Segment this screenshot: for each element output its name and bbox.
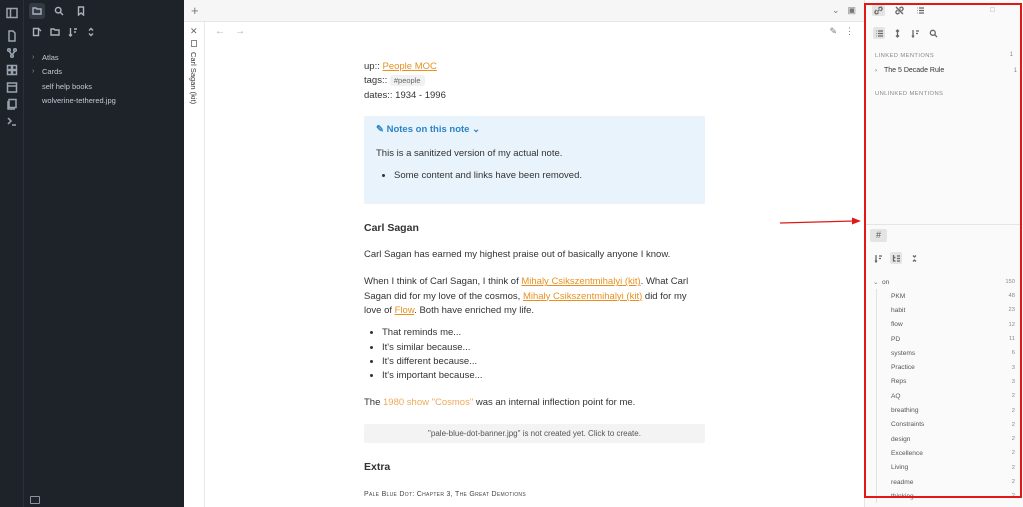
tag-label: PKM — [891, 292, 906, 300]
daily-note-icon[interactable] — [6, 80, 18, 92]
tab-bar — [184, 0, 864, 22]
tag-count: 11 — [1008, 336, 1015, 343]
tag-label: Reps — [891, 378, 907, 386]
tag-label: Living — [891, 464, 909, 472]
folder-label: Cards — [42, 67, 63, 77]
tag-label: flow — [891, 321, 903, 329]
tag-label: design — [891, 435, 911, 443]
tag-count: 2 — [1011, 407, 1015, 414]
paragraph — [364, 275, 705, 318]
left-ribbon — [0, 0, 24, 507]
new-tab-icon[interactable]: + — [191, 3, 199, 18]
new-note-icon[interactable] — [6, 29, 18, 41]
property-label: tags:: — [364, 75, 390, 87]
note-actions — [829, 26, 854, 37]
tag-item[interactable] — [891, 461, 1015, 475]
tag-label: systems — [891, 349, 916, 357]
tag-item[interactable] — [891, 360, 1015, 374]
tag-root[interactable] — [873, 275, 1015, 289]
tab-bar-actions — [832, 5, 856, 16]
sidebar-tabs — [29, 3, 89, 19]
tag-count: 3 — [1011, 364, 1015, 371]
sort-icon[interactable] — [68, 27, 78, 37]
explorer-toolbar — [32, 27, 96, 37]
list-item: • It's different because... — [382, 355, 705, 369]
tag-label: Practice — [891, 364, 915, 372]
forward-arrow-icon[interactable]: → — [235, 26, 245, 37]
internal-link[interactable]: Mihaly Csikszentmihalyi (kit) — [521, 276, 641, 288]
tag-label: Constraints — [891, 421, 925, 429]
tag-count: 3 — [1011, 378, 1015, 385]
tag-children — [876, 289, 1015, 503]
file-tree — [32, 50, 182, 108]
annotation-arrow — [780, 216, 862, 228]
tag-label: PD — [891, 335, 901, 343]
text: When I think of Carl Sagan, I think of — [364, 276, 522, 288]
close-icon[interactable]: ✕ — [190, 26, 198, 36]
chevron-down-icon: ⌄ — [873, 279, 879, 287]
file-icon — [191, 40, 197, 47]
paragraph: Carl Sagan has earned my highest praise out of basically anyone I know. — [364, 249, 671, 261]
tag-count: 150 — [1005, 279, 1015, 286]
tag-label: habit — [891, 306, 906, 314]
collapse-icon — [910, 254, 919, 263]
tag-item[interactable] — [891, 332, 1015, 346]
stacked-tab[interactable] — [184, 22, 205, 507]
tag-item[interactable] — [891, 475, 1015, 489]
canvas-icon[interactable] — [6, 63, 18, 75]
backlink-icon — [874, 6, 883, 15]
list-item: • That reminds me... — [382, 326, 705, 340]
sidebar-toggle-icon[interactable] — [6, 6, 18, 18]
chevron-down-icon: ⌄ — [469, 123, 481, 135]
search-icon — [54, 6, 64, 16]
outline-tab[interactable] — [914, 5, 927, 16]
tab-title: Carl Sagan (kit) — [189, 52, 198, 105]
vault-switcher-icon[interactable] — [30, 496, 40, 504]
chevron-right-icon: › — [32, 53, 35, 61]
tag-count: 12 — [1008, 321, 1015, 328]
backlink-item[interactable] — [875, 67, 1017, 74]
callout — [364, 116, 705, 204]
paragraph — [364, 396, 705, 410]
tag-label: thinking — [891, 492, 914, 500]
callout-body: This is a sanitized version of my actual note. — [376, 148, 563, 160]
tag-tree — [873, 275, 1015, 500]
callout-title-text: Notes on this note — [386, 123, 470, 135]
edit-icon[interactable]: ✎ — [829, 26, 837, 36]
heading-carl-sagan: Carl Sagan — [364, 221, 419, 234]
tree-icon — [892, 254, 901, 263]
file-label: self help books — [42, 81, 93, 91]
tag-item[interactable] — [891, 318, 1015, 332]
tag-item[interactable] — [891, 375, 1015, 389]
tag-label: on — [882, 278, 890, 286]
terminal-icon[interactable] — [6, 114, 18, 126]
text: did for my love of — [364, 290, 687, 316]
right-sidebar-tabs — [872, 5, 927, 16]
list-item: • Some content and links have been removed. — [394, 169, 693, 183]
linked-mentions-header[interactable]: LINKED MENTIONS — [875, 53, 935, 59]
right-sidebar — [864, 0, 1023, 507]
tag-item[interactable] — [891, 389, 1015, 403]
tag-item[interactable] — [891, 289, 1015, 303]
callout-list — [376, 169, 693, 183]
tag-count: 6 — [1011, 350, 1015, 357]
pane-placeholder-icon — [990, 7, 995, 12]
file-explorer — [24, 0, 184, 507]
folder-icon — [32, 6, 42, 16]
tag-item[interactable] — [891, 446, 1015, 460]
more-options-icon[interactable]: ⋮ — [845, 26, 854, 36]
sort-button[interactable] — [909, 27, 921, 39]
citation: Pale Blue Dot: Chapter 3, The Great Demotions — [364, 491, 526, 499]
tag-count: 48 — [1008, 293, 1015, 300]
text: . Both have enriched my life. — [414, 304, 535, 316]
sort-icon — [911, 29, 920, 38]
sort-button[interactable] — [872, 252, 884, 264]
outgoing-link-icon — [895, 6, 904, 15]
folder-item[interactable] — [32, 50, 182, 65]
list-item: • It's important because... — [382, 369, 705, 383]
list-icon — [875, 29, 884, 38]
show-more-context-button[interactable] — [891, 27, 903, 39]
tags-toolbar — [872, 252, 920, 264]
chevron-down-icon[interactable]: ⌄ — [831, 5, 840, 15]
tag-count: 2 — [1011, 421, 1015, 428]
linked-mentions-count: 1 — [1009, 52, 1013, 58]
missing-embed[interactable]: "pale-blue-dot-banner.jpg" is not created yet. Click to create. — [364, 424, 705, 443]
file-item[interactable] — [32, 79, 182, 94]
tag-count: 2 — [1011, 493, 1015, 500]
bullet-list — [364, 326, 705, 383]
text: The — [364, 397, 384, 409]
note-content — [364, 60, 705, 502]
tag-count: 2 — [1011, 436, 1015, 443]
tag-count: 2 — [1011, 450, 1015, 457]
tags-tab[interactable]: # — [870, 229, 887, 242]
outgoing-links-tab[interactable] — [893, 5, 906, 16]
chevron-right-icon: › — [875, 67, 878, 74]
tag-item[interactable] — [891, 418, 1015, 432]
graph-view-icon[interactable] — [6, 46, 18, 58]
note-pane — [205, 22, 864, 507]
text: was an internal inflection point for me. — [473, 397, 636, 409]
callout-title[interactable] — [376, 123, 693, 137]
tag-count: 2 — [1011, 479, 1015, 485]
new-note-icon[interactable] — [32, 27, 42, 37]
folder-item[interactable] — [32, 65, 182, 80]
pane-divider[interactable] — [865, 224, 1023, 225]
backlinks-toolbar — [873, 27, 939, 39]
file-label: wolverine-tethered.jpg — [42, 96, 116, 106]
templates-icon[interactable] — [6, 97, 18, 109]
backlinks-tab[interactable] — [872, 5, 885, 16]
pencil-icon: ✎ — [376, 123, 387, 135]
file-item[interactable] — [32, 94, 182, 109]
tag-count: 23 — [1008, 307, 1015, 314]
back-arrow-icon[interactable]: ← — [215, 26, 225, 37]
chevron-right-icon: › — [32, 68, 35, 76]
search-button[interactable] — [927, 27, 939, 39]
collapse-all-button[interactable] — [908, 252, 920, 264]
collapse-icon[interactable] — [86, 27, 96, 37]
external-link[interactable]: 1980 show "Cosmos" — [383, 397, 474, 409]
internal-link[interactable]: Flow — [394, 304, 415, 316]
list-item: • It's similar because... — [382, 341, 705, 355]
tag-count: 2 — [1011, 393, 1015, 400]
internal-link[interactable]: Mihaly Csikszentmihalyi (kit) — [522, 290, 643, 302]
bookmarks-tab[interactable] — [73, 3, 89, 19]
tags-property — [364, 74, 705, 88]
tag-item[interactable] — [891, 489, 1015, 503]
unlinked-mentions-header[interactable]: UNLINKED MENTIONS — [875, 91, 944, 97]
files-tab[interactable] — [29, 3, 45, 19]
heading-extra: Extra — [364, 460, 391, 473]
tag-pill[interactable]: #people — [390, 75, 425, 86]
list-icon — [916, 6, 925, 15]
collapse-results-button[interactable] — [873, 27, 885, 39]
up-property — [364, 60, 705, 74]
tag-item[interactable] — [891, 432, 1015, 446]
right-sidebar-toggle-icon[interactable]: ▣ — [847, 5, 856, 15]
search-icon — [929, 29, 938, 38]
tag-item[interactable] — [891, 303, 1015, 317]
up-link[interactable]: People MOC — [382, 61, 437, 72]
search-tab[interactable] — [51, 3, 67, 19]
folder-label: Atlas — [42, 52, 59, 62]
backlink-title: The 5 Decade Rule — [884, 67, 945, 74]
property-label: up:: — [364, 61, 383, 72]
tag-count: 2 — [1011, 464, 1015, 471]
navigation — [215, 26, 245, 37]
dates-property: dates:: 1934 - 1996 — [364, 89, 446, 101]
tag-label: Excellence — [891, 449, 923, 457]
nested-tags-button[interactable] — [890, 252, 902, 264]
backlink-count: 1 — [1013, 67, 1017, 74]
tag-item[interactable] — [891, 346, 1015, 360]
bookmark-icon — [76, 6, 86, 16]
tag-label: breathing — [891, 407, 919, 415]
tag-label: AQ — [891, 392, 901, 400]
sort-icon — [874, 254, 883, 263]
tag-label: readme — [891, 478, 914, 486]
tag-item[interactable] — [891, 403, 1015, 417]
text: . What Carl Sagan did for my love of the cosmos, — [364, 276, 689, 302]
new-folder-icon[interactable] — [50, 27, 60, 37]
expand-vertical-icon — [893, 29, 902, 38]
